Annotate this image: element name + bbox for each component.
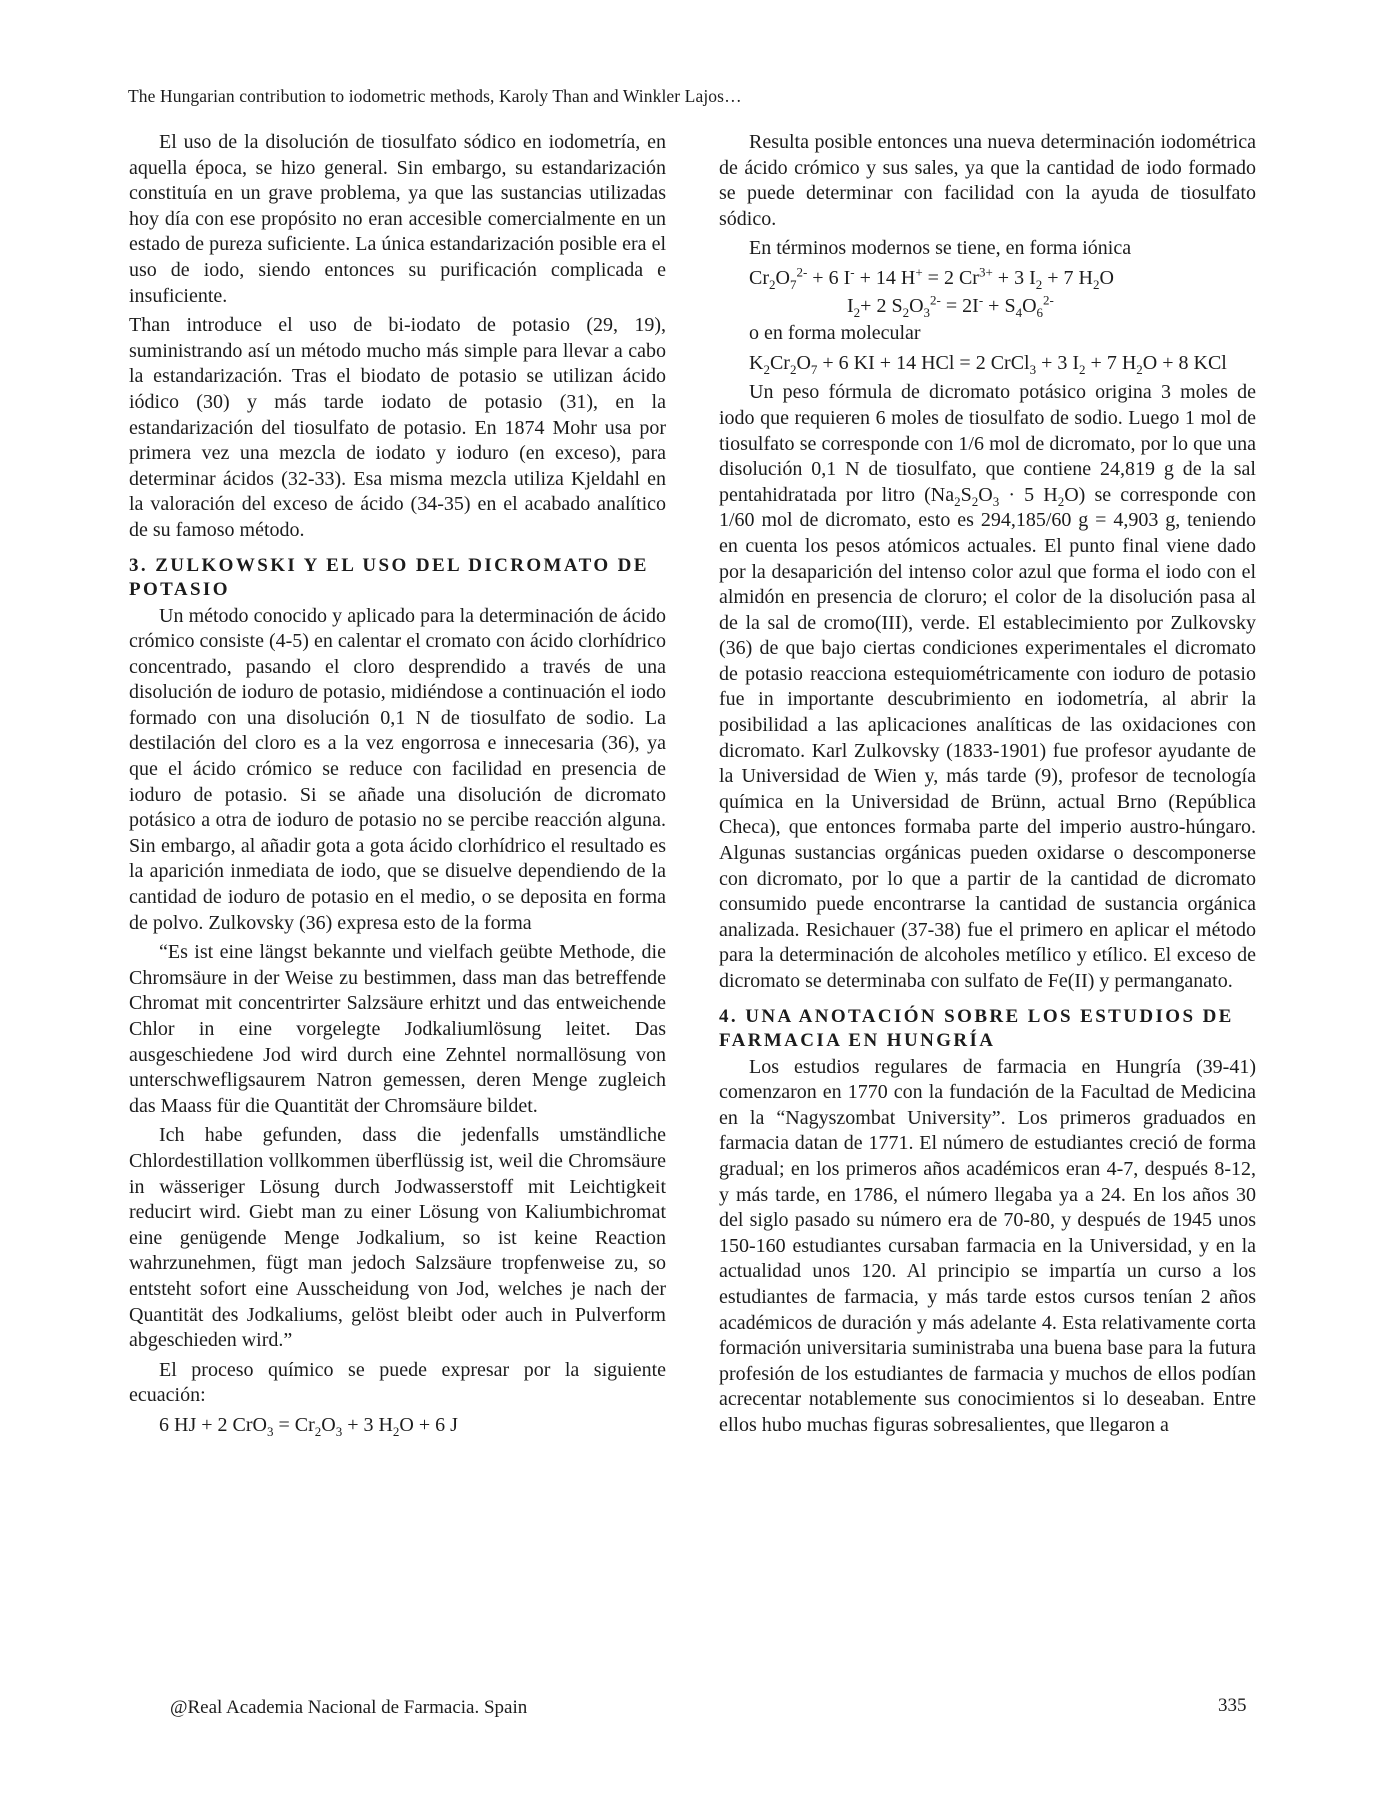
paragraph: El uso de la disolución de tiosulfato sódico en iodometría, en aquella época, se hizo general. Sin embargo, su estandarización constituía en un grave problema, ya que las sustancias utilizadas hoy día con ese propósito no eran accesible comercialmente en un estado de pureza suficiente. La única estandarización posible era el uso de iodo, siendo entonces su purificación complicada e insuficiente. [129,131,666,307]
paragraph: En términos modernos se tiene, en forma iónica [749,237,1132,260]
quote-paragraph: “Es ist eine längst bekannte und vielfach geübte Methode, die Chromsäure in der Weise zu bestimmen, dass man das betreffende Chromat mit concentrirter Salzsäure erhitzt und das entweichende Chlor in eine vorgelegte Jodkaliumlösung leitet. Das ausgeschiedene Jod wird durch eine Zehntel normallösung von unterschwefligsaurem Natron gemessen, deren Menge zugleich das Maass für die Quantität der Chromsäure bildet. [129,941,666,1117]
molecular-equation: $K_2Cr_2O_7 + 6$ KI + 14 HCl = 2 CrCl$_3$ + 3 $I_2 + 7$ $H_2O + 8$ KCl [749,351,1227,377]
paragraph: Than introduce el uso de bi-iodato de potasio (29, 19), suministrando así un método mucho más simple para llevar a cabo la estandarización. Tras el biodato de potasio se utilizan ácido iódico (30) y más tarde iodato de potasio (31), en la estandarización del tiosulfato de potasio. En 1874 Mohr usa por primera vez una mezcla de iodato y ioduro (en exceso), para determinar ácidos (32-33). Esa misma mezcla utiliza Kjeldahl en la valoración del exceso de ácido (34-35) en el acabado analítico de su famoso método. [129,314,666,541]
paragraph: Un peso fórmula de dicromato potásico origina 3 moles de iodo que requieren 6 moles de tiosulfato de sodio. Luego 1 mol de tiosulfato se corresponde con 1/6 mol de dicromato, por lo que una disolución 0,1 N de tiosulfato, que contiene 24,819 g de la sal pentahidratada por litro ($Na_2S_2O_3 \cdot 5$ $H_2O$) se corresponde con 1/60 mol de dicromato, esto es 294,185/60 g = 4,903 g, teniendo en cuenta los pesos atómicos actuales. El punto final viene dado por la desaparición del intenso color azul que forma el iodo con el almidón en presencia de cloruro; el color de la disolución pasa al de la sal de cromo(III), verde. El establecimiento por Zulkovsky (36) de que bajo ciertas condiciones experimentales el dicromato de potasio reacciona estequiométricamente con ioduro de potasio fue in importante descubrimiento en iodometría, al abrir la posibilidad a las aplicaciones analíticas de las oxidaciones con dicromato. Karl Zulkovsky (1833-1901) fue profesor ayudante de la Universidad de Wien y, más tarde (9), profesor de tecnología química en la Universidad de Brünn, actual Brno (República Checa), que entonces formaba parte del imperio austro-húngaro. Algunas sustancias orgánicas pueden oxidarse o descomponerse con dicromato, por lo que a partir de la cantidad de dicromato consumido puede encontrarse la cantidad de sustancia orgánica analizada. Resichauer (37-38) fue el primero en aplicar el método para la determinación de alcoholes metílico y etílico. El exceso de dicromato se determinaba con sulfato de Fe(II) y permanganato. [719,381,1257,992]
footer-copyright: @Real Academia Nacional de Farmacia. Spain [170,1697,528,1718]
section-heading: 4. UNA ANOTACIÓN SOBRE LOS ESTUDIOS DE FARMACIA EN HUNGRÍA [719,1005,1234,1051]
ionic-equation: $I_2+ 2$ $S_2O_3^{2-} = 2I^- + S_4O_6^{2-}$ [847,291,1054,320]
paragraph: o en forma molecular [749,322,921,345]
right-column [719,130,1256,1443]
paragraph: El proceso químico se puede expresar por la siguiente ecuación: [129,1358,666,1407]
running-header: The Hungarian contribution to iodometric methods, Karoly Than and Winkler Lajos… [128,86,742,106]
quote-paragraph: Ich habe gefunden, dass die jedenfalls umständliche Chlordestillation vollkommen überflüssig ist, weil die Chromsäure in wässeriger Lösung durch Jodwasserstoff mit Leichtigkeit reducirt wird. Giebt man zu einer Lösung von Kaliumbichromat eine genügende Menge Jodkalium, so ist keine Reaction wahrzunehmen, fügt man jedoch Salzsäure tropfenweise zu, so entsteht sofort eine Ausscheidung von Jod, welches je nach der Quantität des Jodkaliums, gelöst bleibt oder auch in Pulverform abgeschieden wird.” [129,1124,666,1352]
chemical-equation: 6 HJ + 2 $CrO_3 = Cr_2O_3 + 3$ $H_2O + 6$ J [159,1413,458,1439]
section-heading: 3. ZULKOWSKI Y EL USO DEL DICROMATO DE POTASIO [129,554,649,600]
paragraph: Resulta posible entonces una nueva determinación iodométrica de ácido crómico y sus sales, ya que la cantidad de iodo formado se puede determinar con facilidad con la ayuda de tiosulfato sódico. [719,131,1256,230]
paragraph: Los estudios regulares de farmacia en Hungría (39-41) comenzaron en 1770 con la fundación de la Facultad de Medicina en la “Nagyszombat University”. Los primeros graduados en farmacia datan de 1771. El número de estudiantes creció de forma gradual; en los primeros años académicos eran 4-7, después 8-12, y más tarde, en 1786, el número llegaba ya a 24. En los años 30 del siglo pasado su número era de 70-80, y después de 1945 unos 150-160 estudiantes cursaban farmacia en la Universidad, y en la actualidad unos 120. Al principio se impartía un curso a los estudiantes de farmacia, y más tarde estos cursos tenían 2 años académicos de duración y más adelante 4. Esta relativamente corta formación universitaria suministraba una buena base para la futura profesión de los estudiantes de farmacia y muchos de ellos podían acrecentar notablemente sus conocimientos si lo deseaban. Entre ellos hubo muchas figuras sobresalientes, que llegaron a [719,1055,1256,1436]
german-quotation [129,940,666,1354]
ionic-equation: $Cr_2O_7^{2-} + 6$ I- + 14 H+ = 2 $Cr^{3+} + 3$ $I_2 + 7$ $H_2O$ [749,264,1114,292]
left-column [129,130,666,1441]
paragraph: Un método conocido y aplicado para la determinación de ácido crómico consiste (4-5) en calentar el cromato con ácido clorhídrico concentrado, pasando el cloro desprendido a través de una disolución de ioduro de potasio, midiéndose a continuación el iodo formado con una disolución 0,1 N de tiosulfato de sodio. La destilación del cloro es a la vez engorrosa e innecesaria (36), ya que el ácido crómico se reduce con facilidad en presencia de ioduro de potasio. Si se añade una disolución de dicromato potásico a otra de ioduro de potasio no se percibe reacción alguna. Sin embargo, al añadir gota a gota ácido clorhídrico el resultado es la aparición inmediata de iodo, que se disuelve dependiendo de la cantidad de ioduro de potasio en el medio, o se deposita en forma de polvo. Zulkovsky (36) expresa esto de la forma [129,604,666,934]
page-number: 335 [1218,1695,1247,1716]
